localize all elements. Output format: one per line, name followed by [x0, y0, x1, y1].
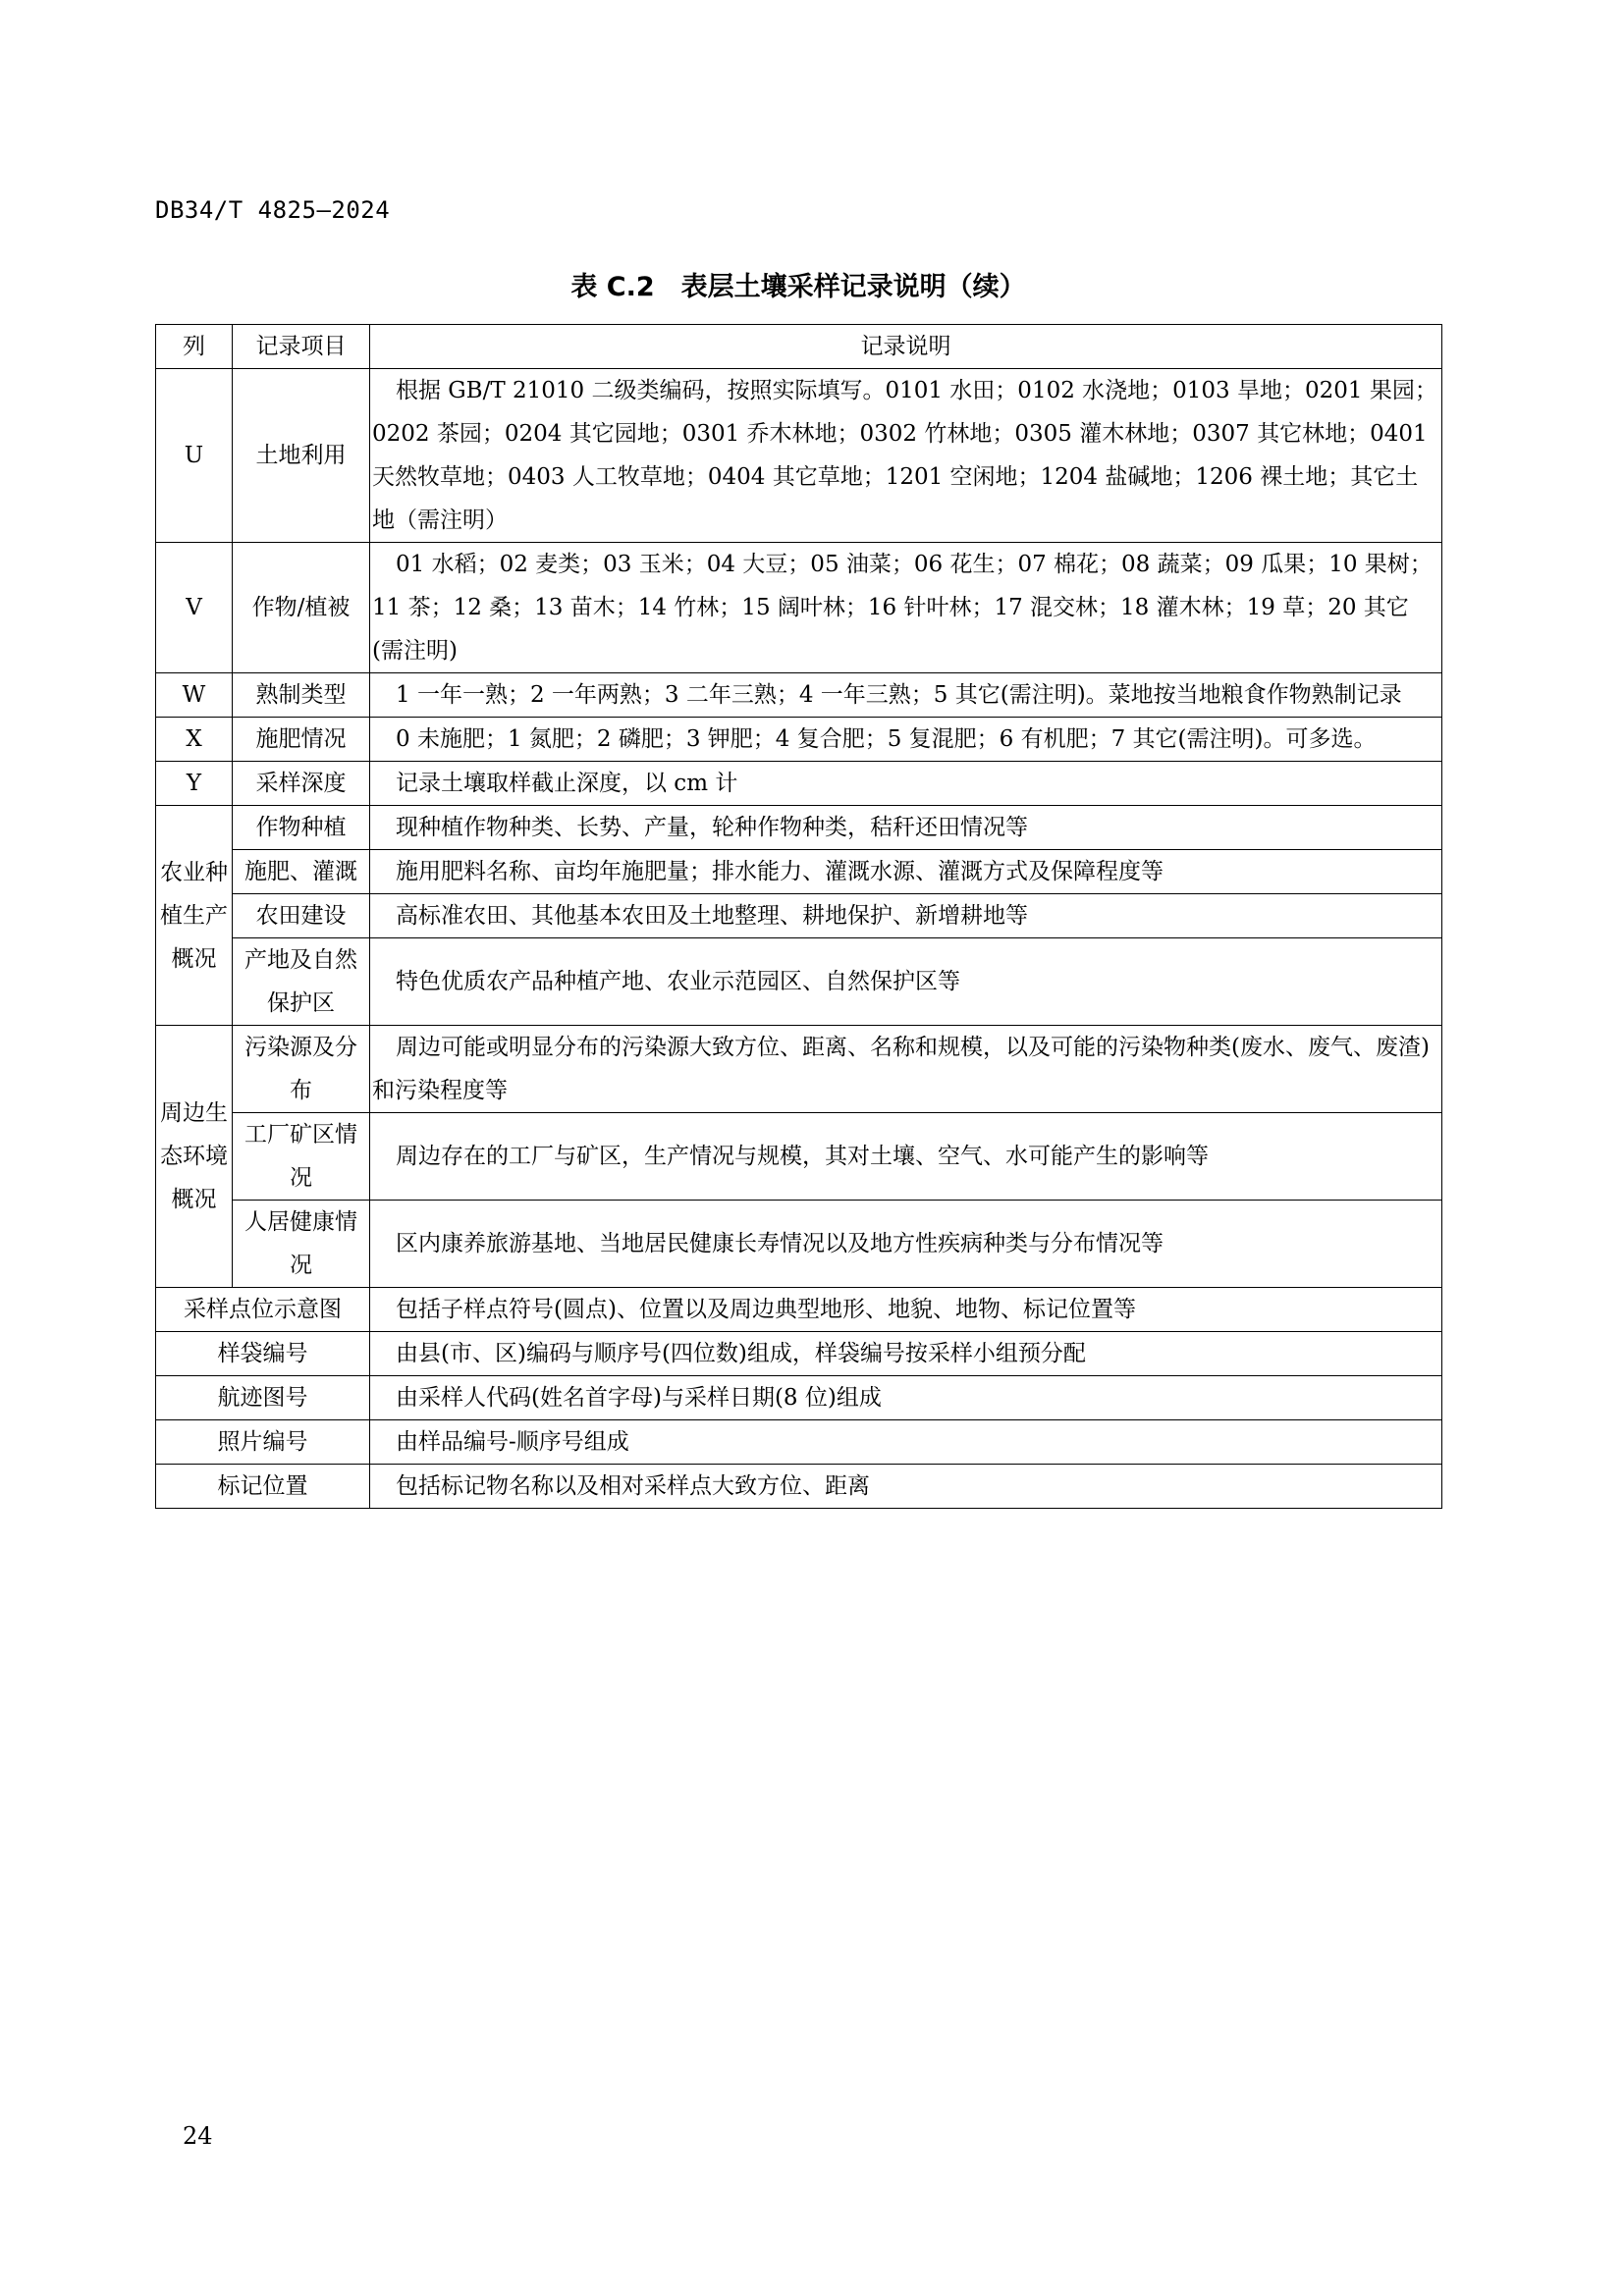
table-row	[156, 718, 1442, 762]
row-col-letter: X	[156, 718, 233, 762]
row-description: 周边存在的工厂与矿区，生产情况与规模，其对土壤、空气、水可能产生的影响等	[370, 1113, 1442, 1201]
table-row	[156, 894, 1442, 938]
table-row	[156, 1201, 1442, 1288]
row-col-letter: Y	[156, 762, 233, 806]
table-row	[156, 762, 1442, 806]
table-header-row	[156, 325, 1442, 369]
table-row	[156, 1113, 1442, 1201]
row-description: 高标准农田、其他基本农田及土地整理、耕地保护、新增耕地等	[370, 894, 1442, 938]
row-item: 熟制类型	[233, 673, 370, 718]
row-item: 采样深度	[233, 762, 370, 806]
row-item: 施肥、灌溉	[233, 850, 370, 894]
row-item: 照片编号	[156, 1420, 370, 1465]
row-description: 现种植作物种类、长势、产量，轮种作物种类，秸秆还田情况等	[370, 806, 1442, 850]
document-id: DB34/T 4825—2024	[155, 196, 391, 224]
row-item: 人居健康情况	[233, 1201, 370, 1288]
column-header-item: 记录项目	[233, 325, 370, 369]
table-row	[156, 1026, 1442, 1113]
row-item: 采样点位示意图	[156, 1288, 370, 1332]
row-item: 农田建设	[233, 894, 370, 938]
table-row	[156, 806, 1442, 850]
row-item: 样袋编号	[156, 1332, 370, 1376]
table-row	[156, 1376, 1442, 1420]
table-row	[156, 938, 1442, 1026]
row-description: 01 水稻；02 麦类；03 玉米；04 大豆；05 油菜；06 花生；07 棉花；08 蔬菜；09 瓜果；10 果树；11 茶；12 桑；13 苗木；14 竹林；15 阔叶林；16 针叶林；17 混交林；18 灌木林；19 草；20 其它(需注明)	[370, 543, 1442, 673]
table-row	[156, 1288, 1442, 1332]
table-title: 表 C.2 表层土壤采样记录说明（续）	[570, 272, 1026, 302]
row-col-letter: U	[156, 369, 233, 543]
row-description: 包括子样点符号(圆点)、位置以及周边典型地形、地貌、地物、标记位置等	[370, 1288, 1442, 1332]
row-item: 污染源及分布	[233, 1026, 370, 1113]
row-item: 航迹图号	[156, 1376, 370, 1420]
row-description: 周边可能或明显分布的污染源大致方位、距离、名称和规模，以及可能的污染物种类(废水、废气、废渣)和污染程度等	[370, 1026, 1442, 1113]
column-header-col: 列	[156, 325, 233, 369]
row-description: 由县(市、区)编码与顺序号(四位数)组成，样袋编号按采样小组预分配	[370, 1332, 1442, 1376]
row-description: 包括标记物名称以及相对采样点大致方位、距离	[370, 1465, 1442, 1509]
sampling-record-table	[155, 324, 1442, 1509]
table-row	[156, 673, 1442, 718]
row-description: 根据 GB/T 21010 二级类编码，按照实际填写。0101 水田；0102 水浇地；0103 旱地；0201 果园；0202 茶园；0204 其它园地；0301 乔木林地；0302 竹林地；0305 灌木林地；0307 其它林地；0401 天然牧草地；0403 人工牧草地；0404 其它草地；1201 空闲地；1204 盐碱地；1206 裸土地；其它土地（需注明）	[370, 369, 1442, 543]
table-row	[156, 369, 1442, 543]
group-label-agriculture: 农业种植生产概况	[156, 806, 233, 1026]
row-description: 0 未施肥；1 氮肥；2 磷肥；3 钾肥；4 复合肥；5 复混肥；6 有机肥；7 其它(需注明)。可多选。	[370, 718, 1442, 762]
table-row	[156, 1332, 1442, 1376]
table-row	[156, 543, 1442, 673]
table-row	[156, 1420, 1442, 1465]
row-description: 1 一年一熟；2 一年两熟；3 二年三熟；4 一年三熟；5 其它(需注明)。菜地按当地粮食作物熟制记录	[370, 673, 1442, 718]
row-item: 作物/植被	[233, 543, 370, 673]
page-number: 24	[183, 2122, 213, 2150]
row-item: 工厂矿区情况	[233, 1113, 370, 1201]
row-description: 由样品编号-顺序号组成	[370, 1420, 1442, 1465]
row-description: 施用肥料名称、亩均年施肥量；排水能力、灌溉水源、灌溉方式及保障程度等	[370, 850, 1442, 894]
row-description: 区内康养旅游基地、当地居民健康长寿情况以及地方性疾病种类与分布情况等	[370, 1201, 1442, 1288]
row-item: 土地利用	[233, 369, 370, 543]
group-label-environment: 周边生态环境概况	[156, 1026, 233, 1288]
column-header-desc: 记录说明	[370, 325, 1442, 369]
row-item: 作物种植	[233, 806, 370, 850]
row-description: 特色优质农产品种植产地、农业示范园区、自然保护区等	[370, 938, 1442, 1026]
row-item: 施肥情况	[233, 718, 370, 762]
row-description: 由采样人代码(姓名首字母)与采样日期(8 位)组成	[370, 1376, 1442, 1420]
row-description: 记录土壤取样截止深度，以 cm 计	[370, 762, 1442, 806]
row-item: 标记位置	[156, 1465, 370, 1509]
table-row	[156, 850, 1442, 894]
row-col-letter: V	[156, 543, 233, 673]
row-item: 产地及自然保护区	[233, 938, 370, 1026]
row-col-letter: W	[156, 673, 233, 718]
table-row	[156, 1465, 1442, 1509]
